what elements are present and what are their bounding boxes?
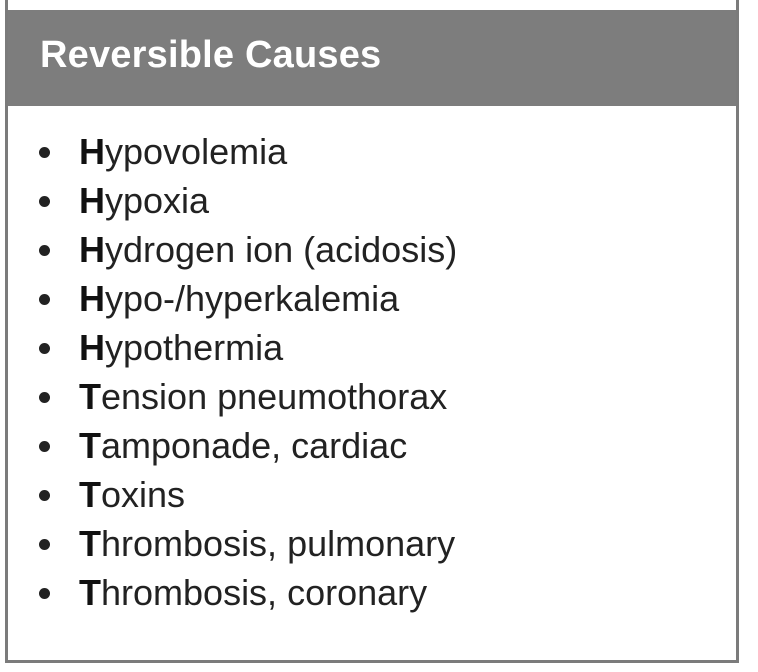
bullet-icon — [39, 588, 50, 599]
list-item-initial: T — [79, 376, 101, 417]
list-item-hypovolemia — [8, 127, 736, 176]
reversible-causes-card — [5, 0, 739, 663]
list-item-rest: ypothermia — [105, 327, 284, 368]
list-item-thrombosis-pulmonary — [8, 519, 736, 568]
list-item-text — [79, 274, 399, 323]
list-item-initial: H — [79, 180, 105, 221]
list-item-rest: oxins — [101, 474, 186, 515]
list-item-rest: hrombosis, coronary — [101, 572, 428, 613]
bullet-icon — [39, 539, 50, 550]
causes-list — [8, 127, 736, 617]
list-item-text — [79, 470, 185, 519]
bullet-icon — [39, 245, 50, 256]
list-item-initial: T — [79, 523, 101, 564]
bullet-icon — [39, 392, 50, 403]
list-item-tension-pneumothorax — [8, 372, 736, 421]
list-item-hypoxia — [8, 176, 736, 225]
list-item-text — [79, 421, 407, 470]
list-item-text — [79, 568, 427, 617]
list-item-rest: amponade, cardiac — [101, 425, 408, 466]
list-item-rest: ension pneumothorax — [101, 376, 448, 417]
bullet-icon — [39, 343, 50, 354]
list-item-rest: ypoxia — [105, 180, 210, 221]
list-item-initial: T — [79, 474, 101, 515]
bullet-icon — [39, 147, 50, 158]
bullet-icon — [39, 490, 50, 501]
list-item-text — [79, 372, 447, 421]
list-item-text — [79, 225, 457, 274]
list-item-text — [79, 323, 283, 372]
bullet-icon — [39, 294, 50, 305]
list-item-hypo-hyperkalemia — [8, 274, 736, 323]
card-title: Reversible Causes — [40, 34, 382, 76]
card-header — [8, 10, 736, 106]
bullet-icon — [39, 441, 50, 452]
list-item-initial: H — [79, 327, 105, 368]
list-item-toxins — [8, 470, 736, 519]
list-item-rest: hrombosis, pulmonary — [101, 523, 456, 564]
list-item-initial: H — [79, 229, 105, 270]
list-item-text — [79, 519, 455, 568]
list-item-initial: T — [79, 572, 101, 613]
bullet-icon — [39, 196, 50, 207]
list-item-rest: ydrogen ion (acidosis) — [105, 229, 458, 270]
list-item-initial: T — [79, 425, 101, 466]
list-item-thrombosis-coronary — [8, 568, 736, 617]
list-item-hypothermia — [8, 323, 736, 372]
list-item-rest: ypovolemia — [105, 131, 288, 172]
list-item-rest: ypo-/hyperkalemia — [105, 278, 400, 319]
list-item-tamponade — [8, 421, 736, 470]
list-item-initial: H — [79, 131, 105, 172]
list-item-initial: H — [79, 278, 105, 319]
list-item-text — [79, 176, 209, 225]
list-item-text — [79, 127, 287, 176]
list-item-hydrogen-ion — [8, 225, 736, 274]
